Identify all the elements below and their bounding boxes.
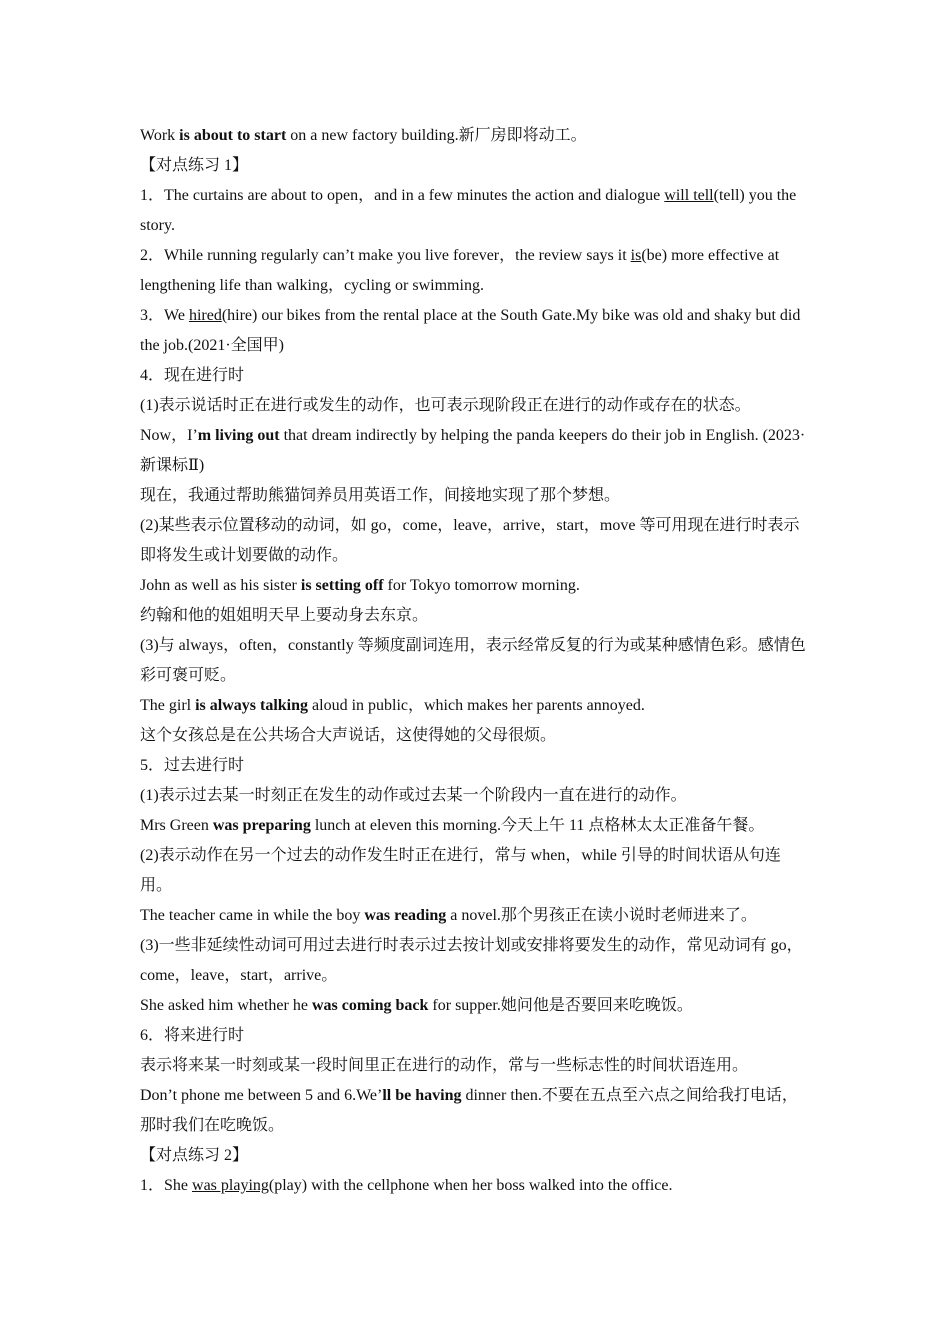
example-sentence [140,1081,810,1141]
example-sentence [140,571,810,601]
text: Work [140,127,180,144]
text: for supper.她问他是否要回来吃晚饭。 [428,997,693,1014]
example-sentence [140,811,810,841]
rule-text: (3)一些非延续性动词可用过去进行时表示过去按计划或安排将要发生的动作，常见动词有 go，come，leave，start，arrive。 [140,937,803,984]
text: Don’t phone me between 5 and 6.We’ [140,1087,383,1104]
text: lunch at eleven this morning.今天上午 11 点格林太太正准备午餐。 [310,817,765,834]
highlighted-verb: was coming back [311,997,429,1014]
text: 1．The curtains are about to open，and in a few minutes the action and dialogue [140,187,665,204]
text: Now，I’ [140,427,198,444]
exercise-heading: 【对点练习 2】 [140,1147,249,1164]
text: (play) with the cellphone when her boss walked into the office. [268,1177,673,1194]
rule-text: (1)表示过去某一时刻正在发生的动作或过去某一个阶段内一直在进行的动作。 [140,787,687,804]
translation: 这个女孩总是在公共场合大声说话，这使得她的父母很烦。 [140,727,557,744]
text: 3．We [140,307,189,324]
highlighted-verb: was preparing [212,817,311,834]
exercise-item [140,1171,810,1201]
text: (tell) you the story. [140,187,797,234]
rule-text: (1)表示说话时正在进行或发生的动作，也可表示现阶段正在进行的动作或存在的状态。 [140,397,751,414]
highlighted-verb: is about to start [179,127,287,144]
exercise-item [140,241,810,301]
highlighted-verb: was reading [364,907,447,924]
highlighted-verb: is setting off [300,577,384,594]
answer: is [630,247,642,264]
answer: hired [188,307,222,324]
text: 1．She [140,1177,193,1194]
text: aloud in public，which makes her parents annoyed. [308,697,645,714]
highlighted-verb: m living out [197,427,280,444]
text: The teacher came in while the boy [140,907,365,924]
text: dinner then.不要在五点至六点之间给我打电话，那时我们在吃晚饭。 [140,1087,798,1134]
text: on a new factory building.新厂房即将动工。 [286,127,587,144]
document-body [140,121,810,1201]
text: (be) more effective at lengthening life than walking，cycling or swimming. [140,247,780,294]
exercise-item [140,301,810,361]
rule-text: (2)表示动作在另一个过去的动作发生时正在进行，常与 when，while 引导的时间状语从句连用。 [140,847,781,894]
highlighted-verb: ll be having [382,1087,462,1104]
translation: 约翰和他的姐姐明天早上要动身去东京。 [140,607,429,624]
text: The girl [140,697,196,714]
text: that dream indirectly by helping the panda keepers do their job in English. (2023·新课标Ⅱ) [140,427,806,474]
text: (hire) our bikes from the rental place at the South Gate.My bike was old and shaky but did the job.(2021·全国甲) [140,307,801,354]
text: She asked him whether he [140,997,312,1014]
example-sentence [140,991,810,1021]
text: for Tokyo tomorrow morning. [383,577,580,594]
highlighted-verb: is always talking [195,697,309,714]
text: 2．While running regularly can’t make you live forever，the review says it [140,247,631,264]
text: Mrs Green [140,817,213,834]
rule-text: 表示将来某一时刻或某一段时间里正在进行的动作，常与一些标志性的时间状语连用。 [140,1057,749,1074]
rule-text: (3)与 always，often，constantly 等频度副词连用，表示经常反复的行为或某种感情色彩。感情色彩可褒可贬。 [140,637,806,684]
exercise-heading: 【对点练习 1】 [140,157,249,174]
section-heading: 4．现在进行时 [140,367,245,384]
answer: was playing [192,1177,269,1194]
example-sentence [140,421,810,481]
text: a novel.那个男孩正在读小说时老师进来了。 [446,907,757,924]
answer: will tell [664,187,714,204]
section-heading: 5．过去进行时 [140,757,245,774]
example-sentence [140,121,810,151]
example-sentence [140,691,810,721]
text: John as well as his sister [140,577,301,594]
exercise-item [140,181,810,241]
section-heading: 6．将来进行时 [140,1027,245,1044]
rule-text: (2)某些表示位置移动的动词，如 go，come，leave，arrive，start，move 等可用现在进行时表示即将发生或计划要做的动作。 [140,517,800,564]
translation: 现在，我通过帮助熊猫饲养员用英语工作，间接地实现了那个梦想。 [140,487,621,504]
example-sentence [140,901,810,931]
